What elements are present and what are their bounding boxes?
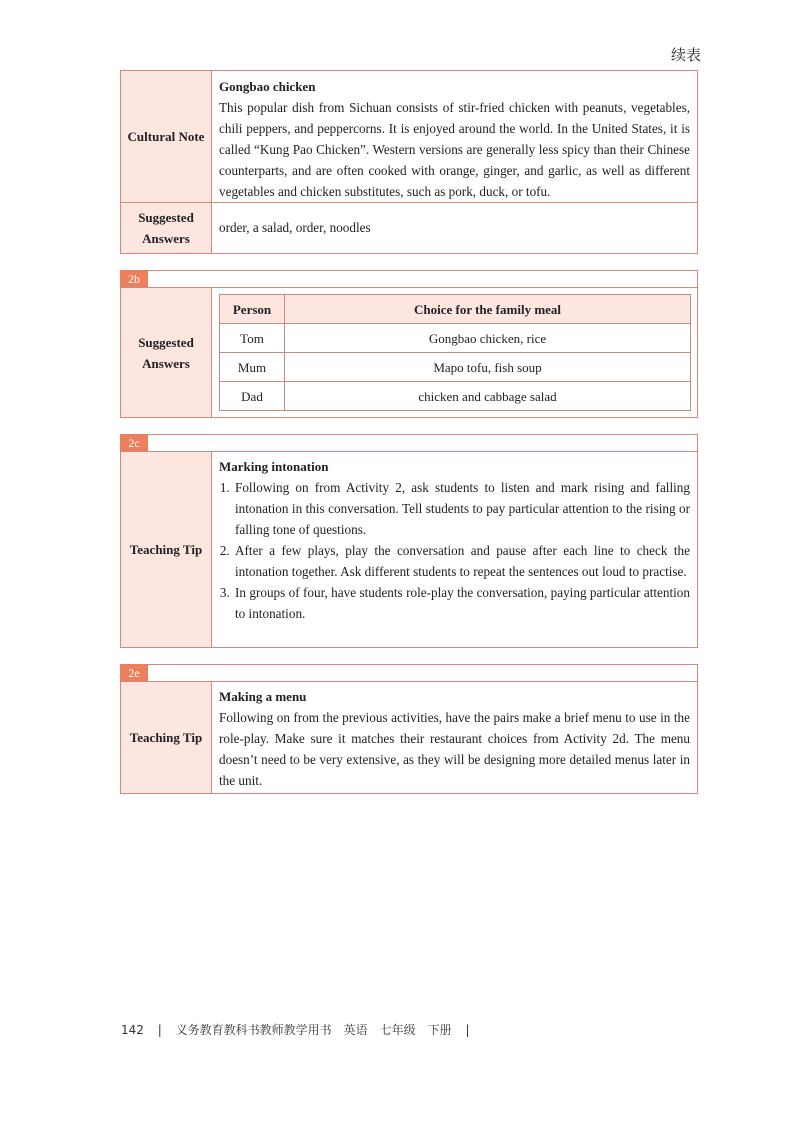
suggested-answers-row bbox=[120, 202, 698, 254]
cultural-note-label: Cultural Note bbox=[121, 71, 212, 202]
cultural-note-title: Gongbao chicken bbox=[219, 79, 316, 94]
table-cell-person: Mum bbox=[220, 353, 285, 382]
section-2e-text: Following on from the previous activities, have the pairs make a brief menu to use in the role-play. Make sure it matches their restaurant choices from Activity 2d. The menu doesn’t need to be very extensive, as they will be designing more detailed menus later in the unit. bbox=[219, 710, 690, 788]
section-tag-2b: 2b bbox=[120, 270, 148, 289]
section-2e-title: Making a menu bbox=[219, 689, 307, 704]
suggested-answers-label: Suggested Answers bbox=[121, 203, 212, 253]
section-2e-label: Teaching Tip bbox=[121, 682, 212, 793]
section-2c-label: Teaching Tip bbox=[121, 452, 212, 647]
table-cell-person: Dad bbox=[220, 382, 285, 411]
section-tag-2c: 2c bbox=[120, 434, 148, 453]
section-2c-content bbox=[212, 452, 697, 647]
table-row bbox=[220, 353, 691, 382]
list-item: 3. In groups of four, have students role-play the conversation, paying particular attention to intonation. bbox=[233, 582, 690, 624]
footer-divider: | bbox=[157, 1023, 162, 1037]
family-meal-table bbox=[219, 294, 691, 411]
continued-label: 续表 bbox=[670, 46, 701, 64]
table-header-choice: Choice for the family meal bbox=[285, 295, 691, 324]
table-header-person: Person bbox=[220, 295, 285, 324]
cultural-note-text: This popular dish from Sichuan consists of stir-fried chicken with peanuts, vegetables, chili peppers, and peppercorns. It is enjoyed around the world. In the United States, it is called “Kung Pao Chicken”. Western versions are generally less spicy than their Chinese counterparts, and are often cooked with orange, ginger, and garlic, as well as different vegetables and chicken substitutes, such as pork, duck, or tofu. bbox=[219, 100, 690, 199]
suggested-answers-text: order, a salad, order, noodles bbox=[219, 220, 371, 235]
cultural-note-content bbox=[212, 71, 697, 202]
section-2b bbox=[120, 287, 698, 418]
section-2c-list bbox=[219, 477, 690, 624]
list-item: 2. After a few plays, play the conversation and pause after each line to check the intonation together. Ask different students to repeat the sentences out loud to practise. bbox=[233, 540, 690, 582]
section-2e-content bbox=[212, 682, 697, 793]
table-cell-choice: Gongbao chicken, rice bbox=[285, 324, 691, 353]
cultural-note-row bbox=[120, 70, 698, 203]
list-item: 1. Following on from Activity 2, ask students to listen and mark rising and falling intonation in this conversation. Tell students to pay particular attention to the rising or falling tone of questions. bbox=[233, 477, 690, 540]
section-2e bbox=[120, 681, 698, 794]
table-cell-person: Tom bbox=[220, 324, 285, 353]
footer-divider: | bbox=[465, 1023, 470, 1037]
suggested-answers-content bbox=[212, 203, 697, 253]
table-cell-choice: chicken and cabbage salad bbox=[285, 382, 691, 411]
section-2b-content bbox=[212, 288, 698, 417]
table-row bbox=[220, 382, 691, 411]
page-number: 142 bbox=[121, 1023, 144, 1037]
section-2c-title: Marking intonation bbox=[219, 459, 329, 474]
book-title: 义务教育教科书教师教学用书 英语 七年级 下册 bbox=[175, 1023, 452, 1037]
section-2b-label: Suggested Answers bbox=[121, 288, 212, 417]
table-row bbox=[220, 324, 691, 353]
section-tag-2e: 2e bbox=[120, 664, 148, 683]
table-header-row bbox=[220, 295, 691, 324]
section-2c bbox=[120, 451, 698, 648]
page-footer bbox=[121, 1021, 480, 1038]
table-cell-choice: Mapo tofu, fish soup bbox=[285, 353, 691, 382]
